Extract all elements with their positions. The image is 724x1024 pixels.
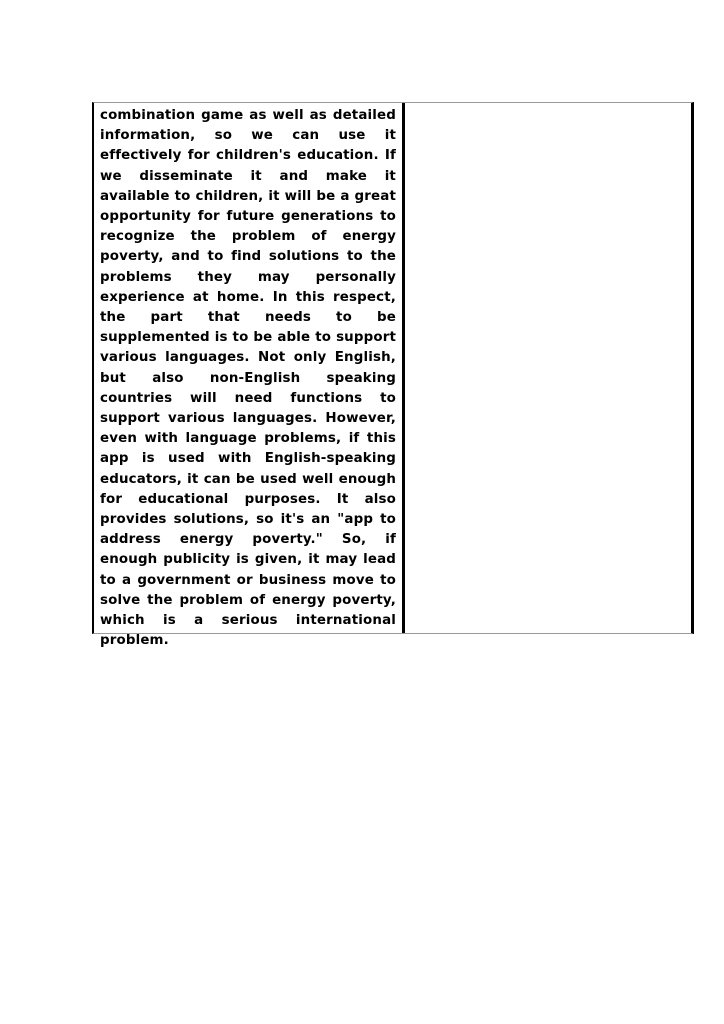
table-cell-left [94,103,405,649]
table-cell-right [405,103,691,633]
document-table [92,102,694,649]
cell-paragraph: combination game as well as detailed information, so we can use it effectively for children's education. If we disseminate it and make it available to children, it will be a great opportunity for future generations to recognize the problem of energy poverty, and to find solutions to the problems they may personally experience at home. In this respect, the part that needs to be supplemented is to be able to support various languages. Not only English, but also non-English speaking countries will need functions to support various languages. However, even with language problems, if this app is used with English-speaking educators, it can be used well enough for educational purposes. It also provides solutions, so it's an "app to address energy poverty." So, if enough publicity is given, it may lead to a government or business move to solve the problem of energy poverty, which is a serious international problem. [100,108,396,649]
